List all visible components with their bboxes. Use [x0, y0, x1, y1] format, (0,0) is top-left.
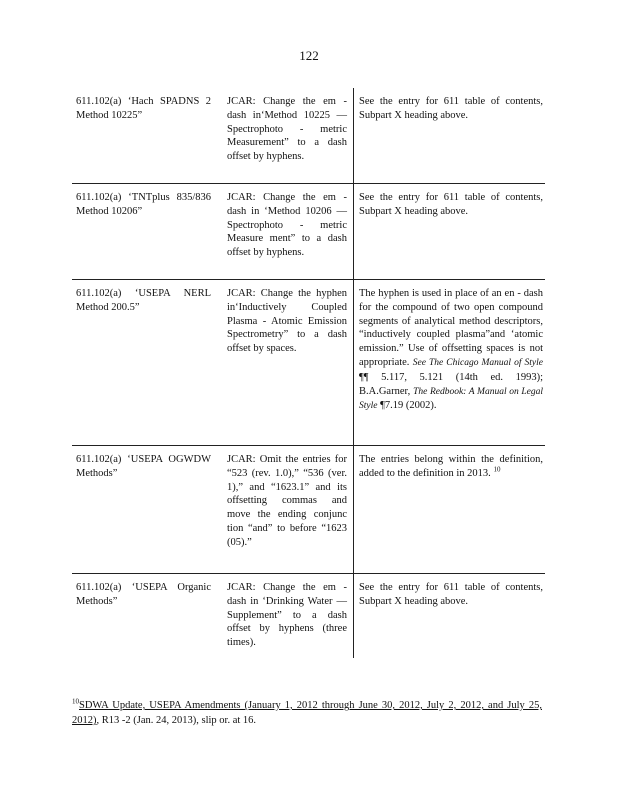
note-text: The entries belong within the definition, added to the definition in 2013.: [359, 454, 543, 479]
note-main-text: The hyphen is used in place of an en - dash for the compound of two open compound segments of analytical method descriptors, “inductively coupled plasma”and ‘atomic emission.” Use of offsetting spaces is not appropriate.: [359, 288, 543, 368]
citation-redbook: The Redbook: A Manual on Legal Style: [359, 386, 543, 412]
footnote-source-title: SDWA Update, USEPA Amendments (January 1, 2012 through June 30, 2012, July 2, 2012, and July 25, 2012): [72, 700, 542, 726]
section-cell: 611.102(a) ‘TNTplus 835/836 Method 10206”: [72, 184, 215, 280]
section-cell: 611.102(a) ‘USEPA Organic Methods”: [76, 582, 211, 607]
note-cell: See the entry for 611 table of contents, Subpart X heading above.: [354, 184, 546, 280]
section-cell: 611.102(a) ‘USEPA OGWDW Methods”: [72, 446, 215, 574]
change-cell: JCAR: Change the em - dash in‘Method 10225 — Spectrophoto - metric Measurement” to a dash offset by hyphens.: [215, 88, 354, 184]
table-row: [72, 184, 545, 280]
note-cell: See the entry for 611 table of contents, Subpart X heading above.: [354, 88, 546, 184]
section-cell: 611.102(a) ‘Hach SPADNS 2 Method 10225”: [72, 88, 215, 184]
note-cell: [354, 280, 546, 446]
page-number: 122: [299, 48, 319, 63]
table-row: [72, 574, 545, 658]
change-cell: JCAR: Change the em - dash in ‘Drinking Water — Supplement” to a dash offset by hyphens (three times).: [227, 582, 347, 649]
footnote-citation: , R13 -2 (Jan. 24, 2013), slip or. at 16.: [96, 715, 257, 726]
citation-sections: ¶¶ 5.117, 5.121 (14th ed. 1993); B.A.Garner,: [359, 371, 543, 397]
change-cell: JCAR: Change the em - dash in ‘Method 10206 — Spectrophoto - metric Measure ment” to a dash offset by hyphens.: [215, 184, 354, 280]
footnote-number: 10: [72, 697, 79, 706]
note-cell: See the entry for 611 table of contents, Subpart X heading above.: [354, 574, 546, 658]
change-cell: JCAR: Change the hyphen in‘Inductively Coupled Plasma - Atomic Emission Spectrometry” to a dash offset by spaces.: [215, 280, 354, 446]
note-cell: [354, 446, 546, 574]
citation-end: ¶7.19 (2002).: [380, 400, 437, 412]
footnote-reference[interactable]: 10: [493, 465, 501, 474]
comments-table: [72, 88, 545, 658]
footnote: [72, 698, 542, 728]
change-cell: JCAR: Omit the entries for “523 (rev. 1.0),” “536 (ver. 1),” and “1623.1” and its offsetting commas and move the ending conjunc tion “and” to before “1623 (05).”: [215, 446, 354, 574]
citation-chicago-manual: See The Chicago Manual of Style: [412, 357, 543, 368]
table-row: [72, 446, 545, 574]
table-row: [72, 88, 545, 184]
section-cell: 611.102(a) ‘USEPA NERL Method 200.5”: [72, 280, 215, 446]
table-row: [72, 280, 545, 446]
